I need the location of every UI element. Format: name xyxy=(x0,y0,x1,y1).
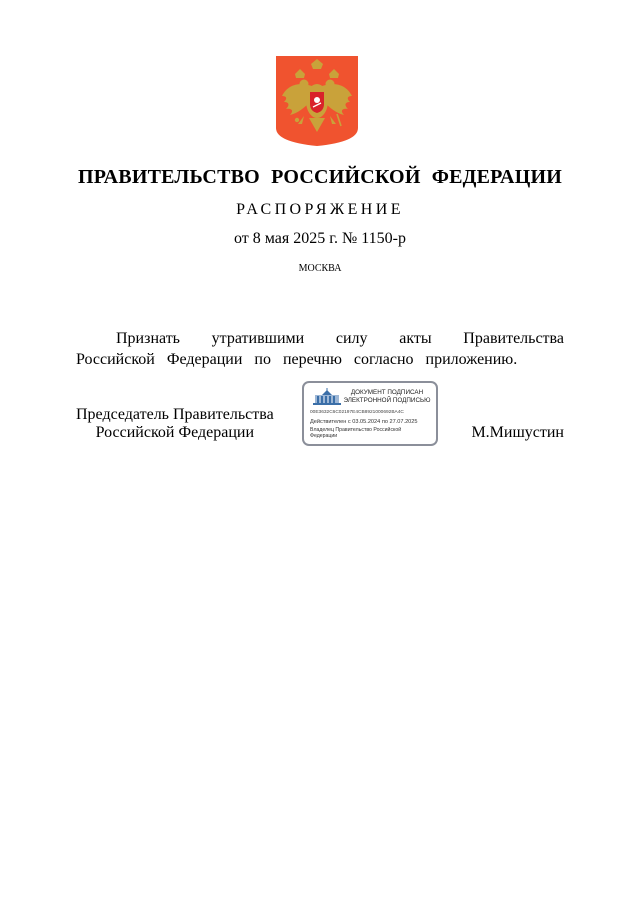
order-text: Признать утратившими силу акты Правительства Российской Федерации по перечню согласно приложению. xyxy=(76,330,564,368)
coat-of-arms-icon xyxy=(276,56,358,146)
stamp-owner: Владелец Правительство Российской Федерации xyxy=(310,427,402,439)
electronic-signature-stamp xyxy=(302,381,438,446)
stamp-validity: Действителен с 03.05.2024 по 27.07.2025 xyxy=(310,419,418,425)
signatory-position-line1: Председатель Правительства xyxy=(76,406,274,423)
document-date-number: от 8 мая 2025 г. № 1150-р xyxy=(233,230,406,247)
signatory-name: М.Мишустин xyxy=(471,424,564,441)
government-title: ПРАВИТЕЛЬСТВО РОССИЙСКОЙ ФЕДЕРАЦИИ xyxy=(78,166,562,188)
document-type: РАСПОРЯЖЕНИЕ xyxy=(236,201,404,218)
stamp-title-line2: ЭЛЕКТРОННОЙ ПОДПИСЬЮ xyxy=(343,397,431,404)
signatory-position xyxy=(76,406,274,442)
stamp-title-line1: ДОКУМЕНТ ПОДПИСАН xyxy=(350,389,424,396)
signatory-position-line2: Российской Федерации xyxy=(95,424,255,441)
building-icon xyxy=(312,388,342,406)
stamp-certificate-number: 00E3632C6C02197E4CB8921000692BA4C xyxy=(310,410,404,415)
stamp-title xyxy=(342,389,432,405)
document-city: МОСКВА xyxy=(298,263,342,274)
